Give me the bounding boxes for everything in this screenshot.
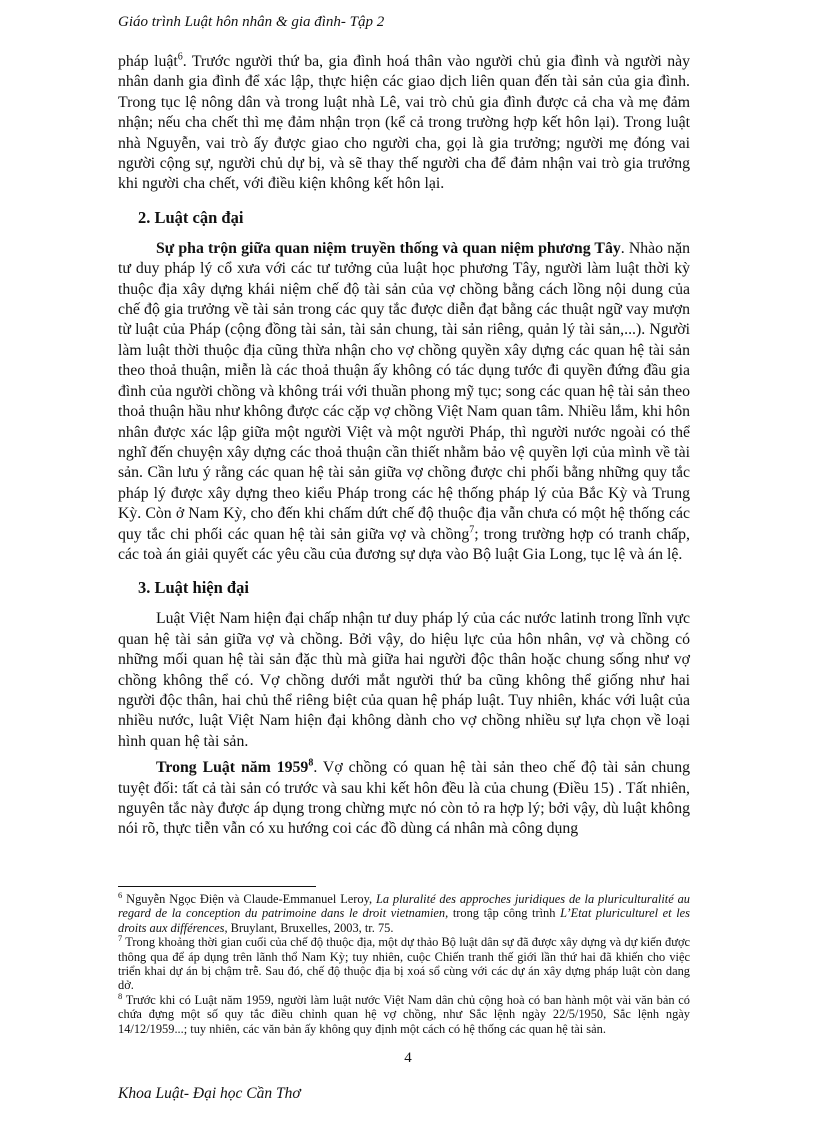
- page-number: 4: [404, 1050, 412, 1066]
- footnote-divider: [118, 886, 316, 887]
- footnotes: [118, 889, 690, 1036]
- lead-phrase: Trong Luật năm 1959: [156, 759, 309, 777]
- paragraph-luat-can-dai: Sự pha trộn giữa quan niệm truyền thống và quan niệm phương Tây. Nhào nặn tư duy pháp lý cổ xưa với các tư tưởng của luật học phương Tây, người làm luật thời kỳ thuộc địa xây dựng khái niệm chế độ tài sản của vợ chồng bằng cách lồng nội dung của chế độ gia trưởng về tài sản trong các quy tắc được diễn đạt bằng các thuật ngữ vay mượn từ luật của Pháp (cộng đồng tài sản, tài sản chung, tài sản riêng, quản lý tài sản,...). Người làm luật thời thuộc địa cũng thừa nhận cho vợ chồng quyền xây dựng các quan hệ tài sản theo thoả thuận, miễn là các thoả thuận ấy không có tác dụng tước đi quyền đứng đầu gia đình của người chồng và không trái với thuần phong mỹ tục; song các quan hệ tài sản theo thoả thuận hầu như không được các cặp vợ chồng Việt Nam quan tâm. Nhiều lắm, khi hôn nhân được xác lập giữa một người Việt và một người Pháp, thì người nước ngoài có thể nghĩ đến chuyện xây dựng các thoả thuận cần thiết nhằm bảo vệ quyền lợi của mình về tài sản. Cần lưu ý rằng các quan hệ tài sản giữa vợ chồng được chi phối bằng những quy tắc pháp lý được xây dựng theo kiểu Pháp trong các hệ thống pháp lý của Bắc Kỳ và Trung Kỳ. Còn ở Nam Kỳ, cho đến khi chấm dứt chế độ thuộc địa vẫn chưa có một hệ thống các quy tắc chi phối các quan hệ tài sản giữa vợ và chồng$^7$; trong trường hợp có tranh chấp, các toà án giải quyết các yêu cầu của đương sự dựa vào Bộ luật Gia Long, tục lệ và án lệ.: [118, 239, 691, 563]
- running-header: Giáo trình Luật hôn nhân & gia đình- Tập 2: [118, 14, 385, 30]
- section-heading-2: 2. Luật cận đại: [138, 207, 244, 227]
- lead-phrase: Sự pha trộn giữa quan niệm truyền thống và quan niệm phương Tây: [156, 239, 621, 257]
- paragraph-gia-truong: pháp luật$^6$. Trước người thứ ba, gia đình hoá thân vào người chủ gia đình và người này nhân danh gia đình để xác lập, thực hiện các giao dịch liên quan đến tài sản của gia đình. Trong tục lệ nông dân và trong luật nhà Lê, vai trò chủ gia đình được cả cha và mẹ đảm nhận; nếu cha chết thì mẹ đảm nhận trọn (kể cả trong trường hợp kết hôn lại). Trong luật nhà Nguyễn, vai trò ấy được giao cho người cha, gọi là gia trưởng; người mẹ đóng vai người cộng sự, người chủ dự bị, và sẽ thay thế người cha để đảm nhận vai trò gia trưởng khi người cha chết, với điều kiện không kết hôn lại.: [118, 51, 691, 193]
- paragraph-luat-1959: Trong Luật năm 1959$^8$. Vợ chồng có quan hệ tài sản theo chế độ tài sản chung tuyệt đối: tất cả tài sản có trước và sau khi kết hôn đều là của chung (Điều 15) . Tất nhiên, nguyên tắc này được áp dụng trong chừng mực nó còn tỏ ra hợp lý; bởi vậy, dù luật không nói rõ, thực tiễn vẫn có xu hướng coi các đồ dùng cá nhân mà công dụng: [118, 757, 690, 838]
- footnote-ref-8: 8: [308, 757, 314, 769]
- footnote-ref-6: 6: [177, 51, 183, 63]
- section-heading-3: 3. Luật hiện đại: [138, 578, 249, 598]
- footnote-6: $^6$ Nguyễn Ngọc Điện và Claude-Emmanuel Leroy, La pluralité des approches juridiques de la pluriculturalité au regard de la conception du patrimoine dans le droit vietnamien, trong tập công trình L’Etat pluriculturel et les droits aux différences, Bruylant, Bruxelles, 2003, tr. 75.: [118, 889, 690, 935]
- footnote-8: $^8$ Trước khi có Luật năm 1959, người làm luật nước Việt Nam dân chủ cộng hoà có ban hành một vài văn bản có chứa đựng một số quy tắc điều chỉnh quan hệ vợ chồng, như Sắc lệnh ngày 22/5/1950, Sắc lệnh ngày 14/12/1959...; tuy nhiên, các văn bản ấy không quy định một cách có hệ thống các quan hệ tài sản.: [118, 990, 690, 1036]
- footnote-7: $^7$ Trong khoảng thời gian cuối của chế độ thuộc địa, một dự thảo Bộ luật dân sự đã được xây dựng và dự kiến được thông qua để áp dụng trên lãnh thổ Nam Kỳ; tuy nhiên, cuộc Chiến tranh thế giới lần thứ hai đã khiến cho việc triển khai dự án bị chậm trễ. Sau đó, chế độ thuộc địa bị xoá sổ cùng với các dự án xây dựng pháp luật còn dang dở.: [118, 933, 690, 993]
- body-text: [118, 52, 690, 840]
- running-footer: Khoa Luật- Đại học Cần Thơ: [118, 1085, 301, 1102]
- paragraph-luat-hien-dai: Luật Việt Nam hiện đại chấp nhận tư duy pháp lý của các nước latinh trong lĩnh vực quan hệ tài sản giữa vợ và chồng. Bởi vậy, do hiệu lực của hôn nhân, vợ và chồng có những mối quan hệ tài sản đặc thù mà giữa hai người độc thân hoặc chung sống như vợ chồng không thể có. Vợ chồng dưới mắt người thứ ba cũng không thể giống như hai người độc thân, hai chủ thể riêng biệt của quan hệ pháp luật. Tuy nhiên, khác với luật của nhiều nước, luật Việt Nam hiện đại không dành cho vợ chồng nhiều sự lựa chọn về loại hình quan hệ tài sản.: [118, 610, 690, 750]
- footnote-ref-7: 7: [469, 524, 475, 536]
